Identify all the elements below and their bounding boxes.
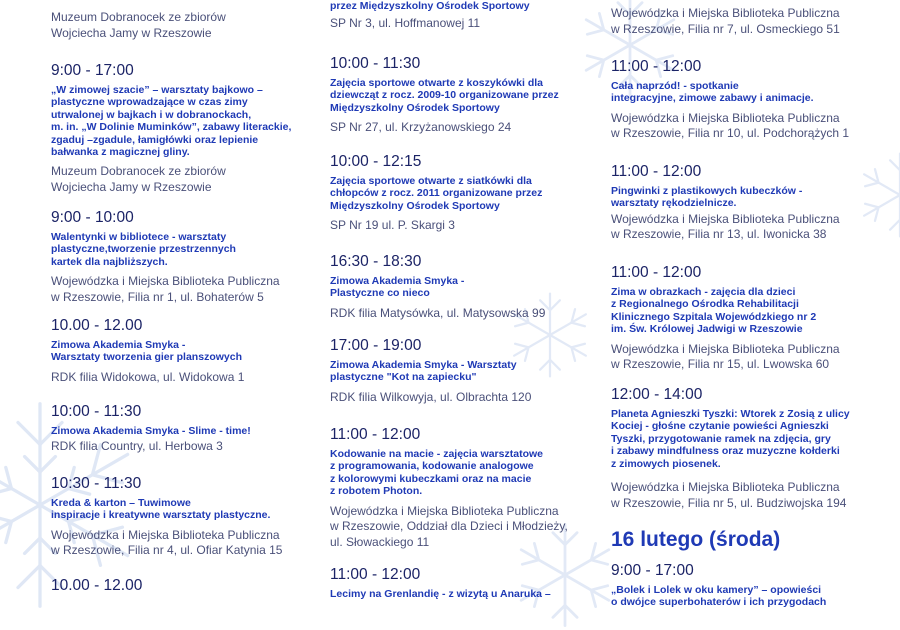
event-time: 10:00 - 11:30 [330,55,421,72]
event-title: Zima w obrazkach - zajęcia dla dzieci z Regionalnego Ośrodka Rehabilitacji Klinicznego Szpitala Wojewódzkiego nr 2 im. Św. Królowej Jadwigi w Rzeszowie [611,286,817,336]
event-time: 10:30 - 11:30 [51,475,142,492]
event-entry [611,58,881,142]
event-title: Cała naprzód! - spotkanie integracyjne, zimowe zabawy i animacje. [611,80,814,105]
event-location: Wojewódzka i Miejska Biblioteka Publiczna w Rzeszowie, Filia nr 10, ul. Podchorążych 1 [611,110,850,141]
event-entry [330,253,600,321]
event-time: 10.00 - 12.00 [51,317,143,334]
event-location: SP Nr 3, ul. Hoffmanowej 11 [330,16,481,31]
event-location: RDK filia Widokowa, ul. Widokowa 1 [51,369,245,384]
event-entry [51,10,321,41]
event-time: 11:00 - 12:00 [611,264,702,281]
event-title: Zimowa Akademia Smyka - Warsztaty tworzenia gier planszowych [51,339,242,364]
event-location: Wojewódzka i Miejska Biblioteka Publiczna w Rzeszowie, Filia nr 13, ul. Iwonicka 38 [611,211,840,242]
event-time: 10:00 - 12:15 [330,153,422,170]
event-time: 11:00 - 12:00 [611,163,702,180]
event-time: 11:00 - 12:00 [330,426,421,443]
event-entry [51,209,321,305]
event-location: SP Nr 19 ul. P. Skargi 3 [330,218,455,233]
event-entry [330,426,600,550]
event-title: Zimowa Akademia Smyka - Slime - time! [51,425,251,437]
event-title: Zajęcia sportowe otwarte z koszykówki dla dziewcząt z rocz. 2009-10 organizowane przez Międzyszkolny Ośrodek Sportowy [330,77,559,114]
event-location: Wojewódzka i Miejska Biblioteka Publiczna w Rzeszowie, Filia nr 1, ul. Bohaterów 5 [51,274,280,304]
event-title: Kreda & karton – Tuwimowe inspiracje i kreatywne warsztaty plastyczne. [51,497,271,522]
event-entry [51,62,321,195]
event-entry [611,163,881,243]
day-heading: 16 lutego (środa) [611,528,781,551]
event-entry [330,337,600,405]
event-entry [51,577,321,595]
event-location: Muzeum Dobranocek ze zbiorów Wojciecha Jamy w Rzeszowie [51,164,226,194]
event-time: 9:00 - 17:00 [611,562,694,579]
event-entry [330,0,600,32]
event-entry [51,475,321,559]
event-title: Zajęcia sportowe otwarte z siatkówki dla chłopców z rocz. 2011 organizowane przez Międzyszkolny Ośrodek Sportowy [330,175,543,212]
event-entry [330,153,600,234]
event-time: 16:30 - 18:30 [330,253,422,270]
event-location: Muzeum Dobranocek ze zbiorów Wojciecha Jamy w Rzeszowie [51,10,226,40]
event-title: „W zimowej szacie” – warsztaty bajkowo – plastyczne wprowadzające w czas zimy utrwalonej w bajkach i w dobranockach, m. in. „W Dolinie Muminków”, zabawy literackie, zgaduj –zgadule, łamigłówki oraz lepienie bałwanka z magicznej gliny. [51,84,292,159]
event-title: Zimowa Akademia Smyka - Plastyczne co nieco [330,275,465,300]
event-time: 9:00 - 10:00 [51,209,134,226]
event-location: RDK filia Country, ul. Herbowa 3 [51,439,223,454]
event-title: Pingwinki z plastikowych kubeczków - warsztaty rękodzielnicze. [611,185,803,210]
event-title: Lecimy na Grenlandię - z wizytą u Anaruka – [330,588,551,600]
event-entry [330,566,600,600]
event-time: 9:00 - 17:00 [51,62,134,79]
event-location: Wojewódzka i Miejska Biblioteka Publiczna w Rzeszowie, Filia nr 5, ul. Budziwojska 194 [611,480,847,510]
event-location: Wojewódzka i Miejska Biblioteka Publiczna w Rzeszowie, Filia nr 7, ul. Osmeckiego 51 [611,6,840,36]
event-time: 10:00 - 11:30 [51,403,142,420]
event-entry [611,264,881,373]
event-title: Zimowa Akademia Smyka - Warsztaty plastyczne "Kot na zapiecku" [330,359,517,384]
event-location: RDK filia Matysówka, ul. Matysowska 99 [330,305,546,320]
event-entry [611,562,881,609]
event-location: SP Nr 27, ul. Krzyżanowskiego 24 [330,120,512,135]
event-title: Walentynki w bibliotece - warsztaty plastyczne,tworzenie przestrzennych kartek dla najbliższych. [51,231,236,268]
event-entry [51,403,321,455]
event-title: „Bolek i Lolek w oku kamery” – opowieści o dwójce superbohaterów i ich przygodach [611,584,827,609]
event-time: 10.00 - 12.00 [51,577,143,594]
event-location: Wojewódzka i Miejska Biblioteka Publiczna w Rzeszowie, Filia nr 15, ul. Lwowska 60 [611,341,840,372]
event-title: przez Międzyszkolny Ośrodek Sportowy [330,0,530,12]
event-time: 11:00 - 12:00 [611,58,702,75]
event-entry [611,6,881,37]
event-entry [330,55,600,136]
event-time: 12:00 - 14:00 [611,386,703,403]
event-title: Planeta Agnieszki Tyszki: Wtorek z Zosią z ulicy Kociej - głośne czytanie powieści Agnieszki Tyszki, przygotowanie ramek na zdjęcia, gry i zabawy mindfulness oraz muzyczne kołderki z zimowych piosenek. [611,408,850,470]
event-time: 11:00 - 12:00 [330,566,421,583]
event-title: Kodowanie na macie - zajęcia warsztatowe z programowania, kodowanie analogowe z kolorowymi kubeczkami oraz na macie z robotem Photon. [330,448,543,498]
event-location: RDK filia Wilkowyja, ul. Olbrachta 120 [330,389,532,404]
event-entry [611,386,881,511]
event-location: Wojewódzka i Miejska Biblioteka Publiczna w Rzeszowie, Filia nr 4, ul. Ofiar Katynia 15 [51,527,283,558]
event-time: 17:00 - 19:00 [330,337,422,354]
event-entry [51,317,321,385]
event-location: Wojewódzka i Miejska Biblioteka Publiczna w Rzeszowie, Oddział dla Dzieci i Młodzieży, ul. Słowackiego 11 [330,503,568,549]
